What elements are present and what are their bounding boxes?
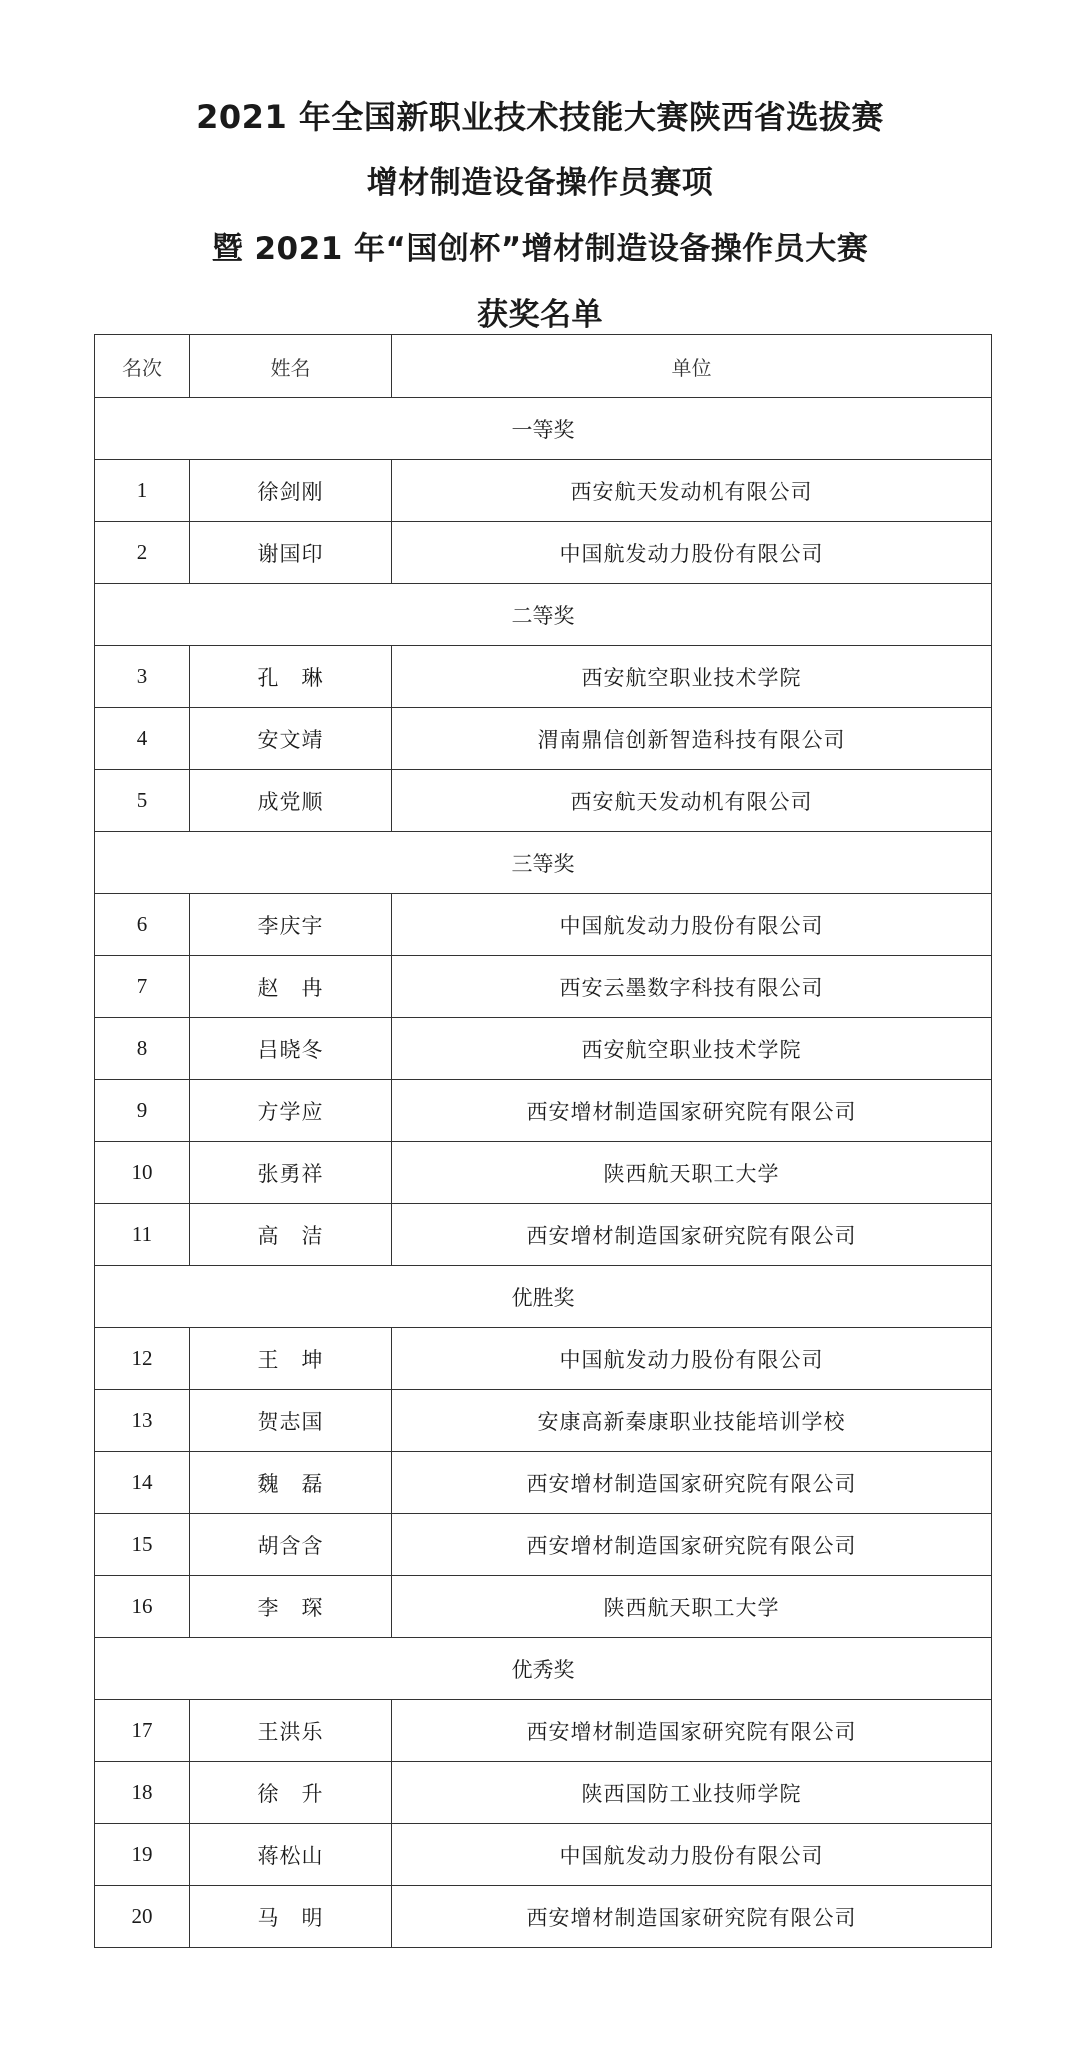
name-cell: 贺志国 (190, 1390, 392, 1452)
name-cell: 徐剑刚 (190, 460, 392, 522)
section-title: 优胜奖 (95, 1266, 992, 1328)
rank-cell: 4 (95, 708, 190, 770)
table-row (95, 1700, 992, 1762)
org-cell: 西安航空职业技术学院 (392, 646, 992, 708)
name-cell: 张勇祥 (190, 1142, 392, 1204)
rank-cell: 1 (95, 460, 190, 522)
name-cell: 高 洁 (190, 1204, 392, 1266)
section-row (95, 584, 992, 646)
rank-cell: 2 (95, 522, 190, 584)
name-cell: 魏 磊 (190, 1452, 392, 1514)
table-row (95, 1824, 992, 1886)
section-title: 优秀奖 (95, 1638, 992, 1700)
name-cell: 谢国印 (190, 522, 392, 584)
rank-cell: 5 (95, 770, 190, 832)
table-row (95, 1576, 992, 1638)
rank-cell: 7 (95, 956, 190, 1018)
table-row (95, 1328, 992, 1390)
section-title: 三等奖 (95, 832, 992, 894)
table-row (95, 460, 992, 522)
rank-cell: 13 (95, 1390, 190, 1452)
org-cell: 西安云墨数字科技有限公司 (392, 956, 992, 1018)
title-winners-list: 获奖名单 (477, 297, 603, 333)
table-row (95, 956, 992, 1018)
table-header-row (95, 335, 992, 398)
org-cell: 陕西航天职工大学 (392, 1142, 992, 1204)
org-cell: 西安增材制造国家研究院有限公司 (392, 1452, 992, 1514)
name-cell: 安文靖 (190, 708, 392, 770)
org-cell: 中国航发动力股份有限公司 (392, 1824, 992, 1886)
rank-cell: 19 (95, 1824, 190, 1886)
section-title: 一等奖 (95, 398, 992, 460)
org-cell: 西安航天发动机有限公司 (392, 460, 992, 522)
table-row (95, 1452, 992, 1514)
org-cell: 西安增材制造国家研究院有限公司 (392, 1204, 992, 1266)
name-cell: 徐 升 (190, 1762, 392, 1824)
header-name: 姓名 (190, 335, 392, 398)
table-row (95, 1514, 992, 1576)
org-cell: 西安增材制造国家研究院有限公司 (392, 1080, 992, 1142)
name-cell: 成党顺 (190, 770, 392, 832)
rank-cell: 8 (95, 1018, 190, 1080)
name-cell: 马 明 (190, 1886, 392, 1948)
rank-cell: 9 (95, 1080, 190, 1142)
name-cell: 李 琛 (190, 1576, 392, 1638)
section-title: 二等奖 (95, 584, 992, 646)
table-row (95, 1018, 992, 1080)
org-cell: 渭南鼎信创新智造科技有限公司 (392, 708, 992, 770)
title-competition: 2021 年全国新职业技术技能大赛陕西省选拔赛 (196, 98, 884, 136)
rank-cell: 18 (95, 1762, 190, 1824)
table-row (95, 708, 992, 770)
header-rank: 名次 (95, 335, 190, 398)
table-row (95, 1886, 992, 1948)
header-org: 单位 (392, 335, 992, 398)
name-cell: 吕晓冬 (190, 1018, 392, 1080)
name-cell: 方学应 (190, 1080, 392, 1142)
table-row (95, 1762, 992, 1824)
name-cell: 王洪乐 (190, 1700, 392, 1762)
rank-cell: 17 (95, 1700, 190, 1762)
rank-cell: 20 (95, 1886, 190, 1948)
winners-table (94, 334, 992, 1948)
name-cell: 胡含含 (190, 1514, 392, 1576)
table-row (95, 770, 992, 832)
table-row (95, 1204, 992, 1266)
rank-cell: 11 (95, 1204, 190, 1266)
org-cell: 陕西航天职工大学 (392, 1576, 992, 1638)
rank-cell: 12 (95, 1328, 190, 1390)
org-cell: 西安增材制造国家研究院有限公司 (392, 1514, 992, 1576)
name-cell: 蒋松山 (190, 1824, 392, 1886)
name-cell: 赵 冉 (190, 956, 392, 1018)
rank-cell: 6 (95, 894, 190, 956)
org-cell: 西安增材制造国家研究院有限公司 (392, 1700, 992, 1762)
org-cell: 中国航发动力股份有限公司 (392, 1328, 992, 1390)
title-event: 增材制造设备操作员赛项 (366, 165, 714, 201)
rank-cell: 14 (95, 1452, 190, 1514)
rank-cell: 15 (95, 1514, 190, 1576)
org-cell: 陕西国防工业技师学院 (392, 1762, 992, 1824)
org-cell: 西安增材制造国家研究院有限公司 (392, 1886, 992, 1948)
name-cell: 王 坤 (190, 1328, 392, 1390)
section-row (95, 1638, 992, 1700)
org-cell: 中国航发动力股份有限公司 (392, 894, 992, 956)
section-row (95, 398, 992, 460)
org-cell: 西安航空职业技术学院 (392, 1018, 992, 1080)
org-cell: 中国航发动力股份有限公司 (392, 522, 992, 584)
table-row (95, 646, 992, 708)
rank-cell: 16 (95, 1576, 190, 1638)
document-header (0, 84, 1080, 348)
table-body (95, 398, 992, 1948)
name-cell: 孔 琳 (190, 646, 392, 708)
table-row (95, 1080, 992, 1142)
table-row (95, 1142, 992, 1204)
title-cup: 暨 2021 年“国创杯”增材制造设备操作员大赛 (211, 231, 869, 267)
section-row (95, 1266, 992, 1328)
rank-cell: 10 (95, 1142, 190, 1204)
org-cell: 西安航天发动机有限公司 (392, 770, 992, 832)
table-row (95, 894, 992, 956)
table-row (95, 522, 992, 584)
rank-cell: 3 (95, 646, 190, 708)
name-cell: 李庆宇 (190, 894, 392, 956)
org-cell: 安康高新秦康职业技能培训学校 (392, 1390, 992, 1452)
section-row (95, 832, 992, 894)
table-row (95, 1390, 992, 1452)
